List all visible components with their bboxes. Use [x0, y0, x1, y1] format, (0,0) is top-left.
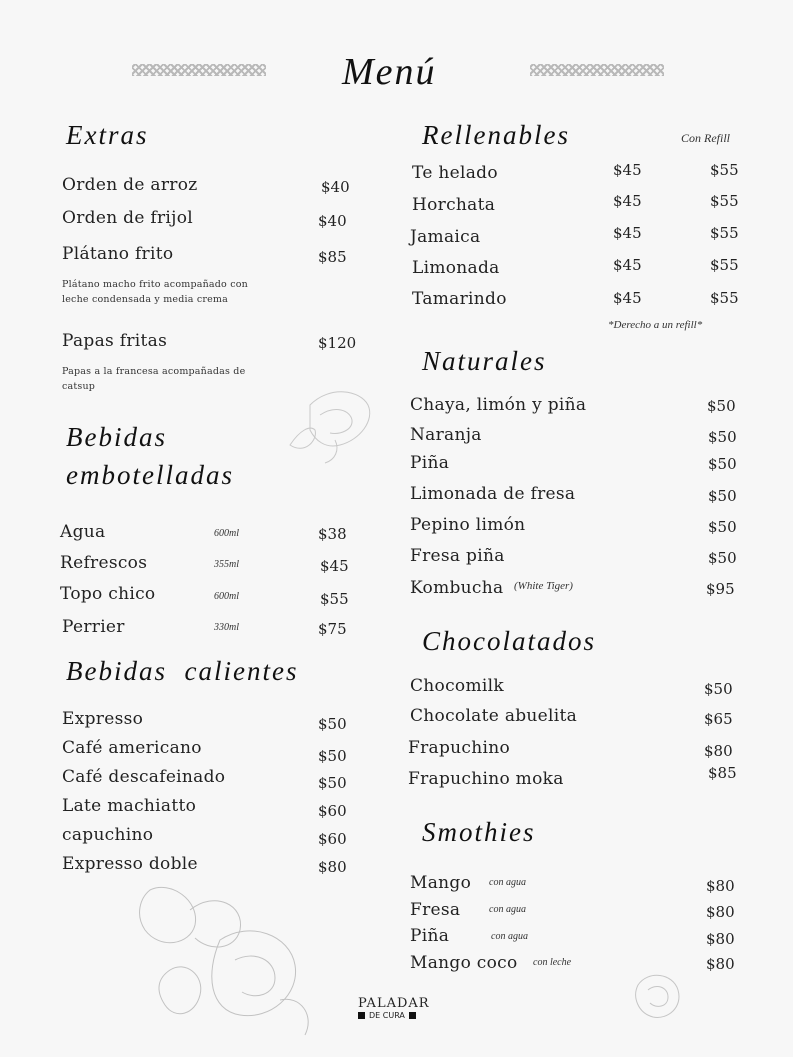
item-description: con agua [489, 877, 526, 888]
item-refill-price: $55 [710, 224, 739, 242]
menu-title: Menú [342, 51, 437, 93]
item-description: con leche [533, 957, 572, 968]
item-price: $80 [318, 858, 347, 876]
item-name: Frapuchino moka [408, 769, 564, 789]
section-title-bebidas-embotelladas-line1: Bebidas [66, 422, 167, 452]
item-size: 355ml [214, 559, 239, 570]
item-price: $80 [706, 903, 735, 921]
item-name: Horchata [412, 195, 496, 215]
item-refill-price: $55 [710, 289, 739, 307]
item-price: $40 [321, 178, 350, 196]
item-name: Piña [410, 926, 450, 946]
item-name: Chocolate abuelita [410, 706, 578, 726]
item-price: $80 [704, 742, 733, 760]
item-description: Papas a la francesa acompañadas de catsup [62, 366, 246, 392]
item-price: $50 [708, 518, 737, 536]
item-price: $50 [704, 680, 733, 698]
item-name: Chaya, limón y piña [410, 395, 587, 415]
item-name: Mango coco [410, 953, 518, 973]
item-size: 600ml [214, 591, 239, 602]
section-title-naturales: Naturales [422, 346, 547, 376]
header-ornament-right [530, 64, 664, 76]
item-name: Kombucha [410, 578, 504, 598]
refill-label: Con Refill [681, 131, 730, 145]
item-name: Café americano [62, 738, 202, 758]
item-price: $75 [318, 620, 347, 638]
flower-sketch-icon [280, 385, 380, 465]
item-price: $38 [318, 525, 347, 543]
item-price: $45 [320, 557, 349, 575]
item-name: capuchino [62, 825, 154, 845]
item-price: $50 [708, 428, 737, 446]
item-price: $65 [704, 710, 733, 728]
item-price: $50 [318, 774, 347, 792]
item-name: Limonada de fresa [410, 484, 576, 504]
item-name: Topo chico [60, 584, 156, 604]
item-price: $85 [708, 764, 737, 782]
item-name: Papas fritas [62, 331, 168, 351]
item-price: $60 [318, 802, 347, 820]
item-price: $55 [320, 590, 349, 608]
item-price: $50 [318, 747, 347, 765]
flower-sketch-icon [130, 880, 330, 1050]
item-price: $50 [707, 397, 736, 415]
item-name: Frapuchino [408, 738, 510, 758]
item-name: Plátano frito [62, 244, 174, 264]
item-name: Mango [410, 873, 472, 893]
item-price: $45 [613, 289, 642, 307]
item-price: $80 [706, 955, 735, 973]
section-title-bebidas-embotelladas-line2: embotelladas [66, 460, 234, 490]
item-price: $50 [708, 487, 737, 505]
item-price: $80 [706, 930, 735, 948]
item-name: Piña [410, 453, 450, 473]
item-size: 330ml [214, 622, 239, 633]
item-price: $45 [613, 161, 642, 179]
item-description: (White Tiger) [514, 580, 573, 592]
brand-subtitle: DE CURA [369, 1011, 405, 1020]
section-title-smothies: Smothies [422, 817, 536, 847]
flower-sketch-icon [628, 965, 688, 1025]
item-name: Expresso doble [62, 854, 198, 874]
item-price: $120 [318, 334, 357, 352]
refill-footnote: *Derecho a un refill* [608, 319, 703, 331]
item-name: Orden de arroz [62, 175, 198, 195]
item-name: Perrier [62, 617, 125, 637]
item-description: con agua [491, 931, 528, 942]
item-price: $95 [706, 580, 735, 598]
item-price: $45 [613, 256, 642, 274]
section-title-rellenables: Rellenables [422, 120, 570, 150]
item-size: 600ml [214, 528, 239, 539]
item-name: Limonada [412, 258, 500, 278]
item-description: Plátano macho frito acompañado con leche condensada y media crema [62, 279, 248, 305]
section-title-chocolatados: Chocolatados [422, 626, 597, 656]
item-name: Orden de frijol [62, 208, 194, 228]
item-name: Agua [60, 522, 106, 542]
item-name: Refrescos [60, 553, 148, 573]
section-title-extras: Extras [66, 120, 149, 150]
item-name: Tamarindo [412, 289, 507, 309]
item-description: con agua [489, 904, 526, 915]
square-icon [409, 1012, 416, 1019]
section-title-bebidas-calientes: Bebidas calientes [66, 656, 299, 686]
item-name: Pepino limón [410, 515, 526, 535]
item-name: Fresa piña [410, 546, 505, 566]
item-name: Naranja [410, 425, 482, 445]
item-name: Chocomilk [410, 676, 504, 696]
brand-name: PALADAR [358, 996, 430, 1011]
item-refill-price: $55 [710, 256, 739, 274]
item-name: Te helado [412, 163, 498, 183]
item-price: $45 [613, 224, 642, 242]
item-name: Jamaica [410, 227, 481, 247]
item-name: Café descafeinado [62, 767, 226, 787]
item-price: $60 [318, 830, 347, 848]
item-price: $40 [318, 212, 347, 230]
header-ornament-left [132, 64, 266, 76]
square-icon [358, 1012, 365, 1019]
item-refill-price: $55 [710, 161, 739, 179]
brand-subtitle-row [358, 1011, 430, 1020]
item-name: Fresa [410, 900, 461, 920]
item-price: $45 [613, 192, 642, 210]
item-name: Late machiatto [62, 796, 197, 816]
brand-logo [358, 996, 430, 1020]
item-price: $50 [708, 455, 737, 473]
item-price: $85 [318, 248, 347, 266]
item-price: $80 [706, 877, 735, 895]
item-price: $50 [318, 715, 347, 733]
item-name: Expresso [62, 709, 144, 729]
item-price: $50 [708, 549, 737, 567]
item-refill-price: $55 [710, 192, 739, 210]
